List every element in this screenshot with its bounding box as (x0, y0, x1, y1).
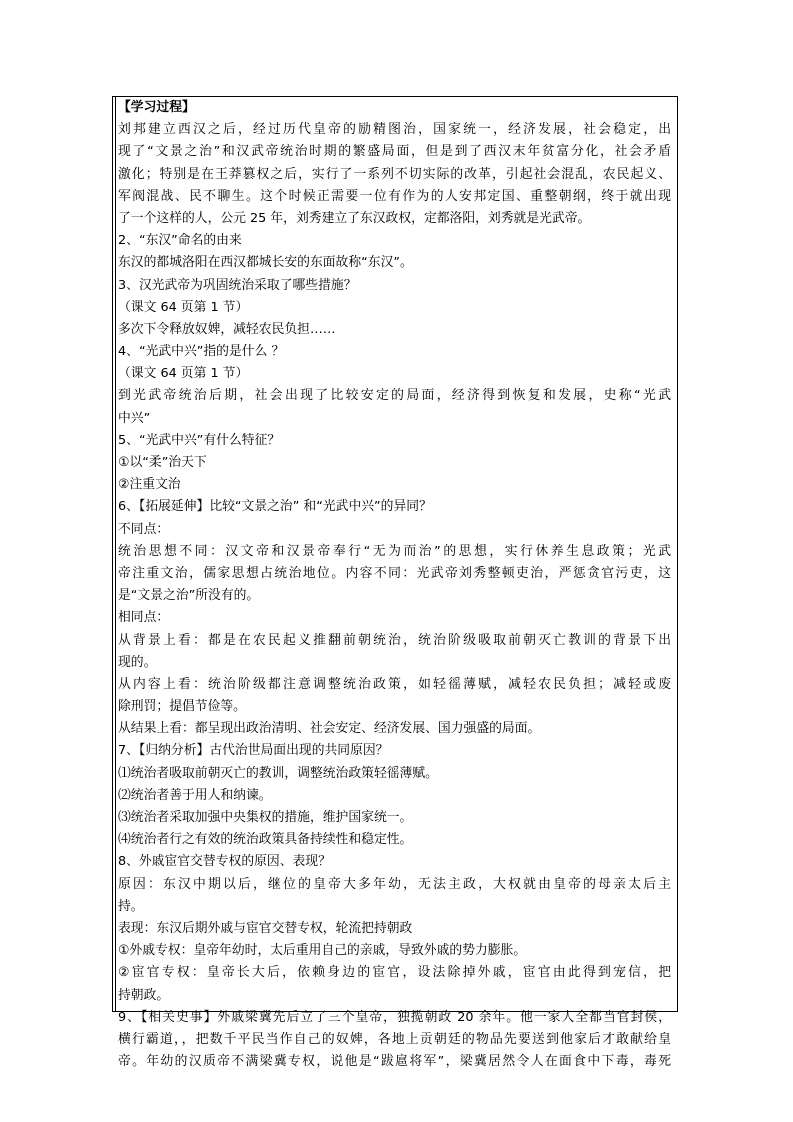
text-line: 从内容上看：统治阶级都注意调整统治政策，如轻徭薄赋，减轻农民负担；减轻或废 (118, 676, 671, 692)
text-line: 8、外戚宦官交替专权的原因、表现？ (118, 854, 331, 870)
text-line: 中兴” (118, 410, 151, 426)
text-line: 5、“光武中兴”有什么特征？ (118, 432, 281, 448)
text-line: 军阀混战、民不聊生。这个时候正需要一位有作为的人安邦定国、重整朝纲，终于就出现 (118, 188, 671, 204)
text-line: 原因：东汉中期以后，继位的皇帝大多年幼，无法主政，大权就由皇帝的母亲太后主 (118, 876, 671, 892)
text-line: ①外戚专权：皇帝年幼时，太后重用自己的亲戚，导致外戚的势力膨胀。 (118, 943, 527, 959)
text-line: 从结果上看：都呈现出政治清明、社会安定、经济发展、国力强盛的局面。 (118, 721, 541, 737)
text-line: 现的。 (118, 654, 157, 670)
text-line: 相同点： (118, 610, 170, 626)
text-line: 是“文景之治”所没有的。 (118, 588, 260, 604)
text-line: 现了“文景之治”和汉武帝统治时期的繁盛局面，但是到了西汉末年贫富分化，社会矛盾 (118, 144, 671, 160)
text-line: 刘邦建立西汉之后，经过历代皇帝的励精图治，国家统一，经济发展，社会稳定，出 (118, 122, 671, 138)
text-line: ②宦官专权：皇帝长大后，依赖身边的宦官，设法除掉外戚，宦官由此得到宠信，把 (118, 965, 671, 981)
text-line: 持。 (118, 898, 144, 914)
text-line: 帝。年幼的汉质帝不满梁冀专权，说他是“跋扈将军”，梁冀居然令人在面食中下毒，毒死 (118, 1054, 671, 1070)
text-line: 东汉的都城洛阳在西汉都城长安的东面故称“东汉”。 (118, 255, 413, 271)
text-line: 4、“光武中兴”指的是什么 ？ (118, 344, 285, 360)
document-frame (112, 96, 678, 1070)
text-line: ①以“柔”治天下 (118, 455, 207, 470)
text-line: 从背景上看：都是在农民起义推翻前朝统治，统治阶级吸取前朝灭亡教训的背景下出 (118, 632, 671, 648)
text-line: 3、汉光武帝为巩固统治采取了哪些措施？ (118, 277, 357, 293)
text-line: 2、“东汉”命名的由来 (118, 233, 242, 249)
text-line: ②注重文治 (118, 477, 181, 493)
text-line: ⑷统治者行之有效的统治政策具备持续性和稳定性。 (118, 832, 413, 848)
text-line: 横行霸道，，把数千平民当作自己的奴婢，各地上贡朝廷的物品先要送到他家后才敢献给皇 (118, 1031, 671, 1047)
text-line: 表现：东汉后期外戚与宦官交替专权，轮流把持朝政 (118, 920, 413, 936)
text-line: ⑴统治者吸取前朝灭亡的教训，调整统治政策轻徭薄赋。 (118, 765, 438, 781)
text-line: （课文 64 页第 1 节） (118, 299, 249, 315)
text-line: 6、【拓展延伸】比较“文景之治” 和“光武中兴”的异同？ (118, 499, 432, 515)
text-line: 激化；特别是在王莽篡权之后，实行了一系列不切实际的改革，引起社会混乱，农民起义、 (118, 166, 671, 182)
text-line: 9、【相关史事】外戚梁冀先后立了三个皇帝，独揽朝政 20 余年。他一家人全都当官封侯， (118, 1009, 671, 1025)
text-line: 不同点： (118, 521, 170, 537)
text-line: 了一个这样的人，公元 25 年，刘秀建立了东汉政权，定都洛阳，刘秀就是光武帝。 (118, 210, 591, 226)
text-line: 7、【归纳分析】古代治世局面出现的共同原因？ (118, 743, 389, 759)
text-line: （课文 64 页第 1 节） (118, 366, 249, 382)
text-line: 持朝政。 (118, 987, 170, 1003)
left-rule (115, 97, 116, 1011)
text-line: 到光武帝统治后期，社会出现了比较安定的局面，经济得到恢复和发展，史称“光武 (118, 388, 671, 404)
text-line: 多次下令释放奴婢，减轻农民负担…… (118, 321, 336, 337)
document-body (118, 97, 671, 1070)
section-heading: 【学习过程】 (118, 100, 195, 115)
text-line: ⑵统治者善于用人和纳谏。 (118, 787, 272, 803)
text-line: ⑶统治者采取加强中央集权的措施，维护国家统一。 (118, 810, 413, 825)
text-line: 统治思想不同：汉文帝和汉景帝奉行“无为而治”的思想，实行休养生息政策；光武 (118, 543, 671, 559)
text-line: 除刑罚；提倡节俭等。 (118, 699, 246, 715)
text-line: 帝注重文治，儒家思想占统治地位。内容不同：光武帝刘秀整顿吏治，严惩贪官污吏，这 (118, 565, 671, 581)
